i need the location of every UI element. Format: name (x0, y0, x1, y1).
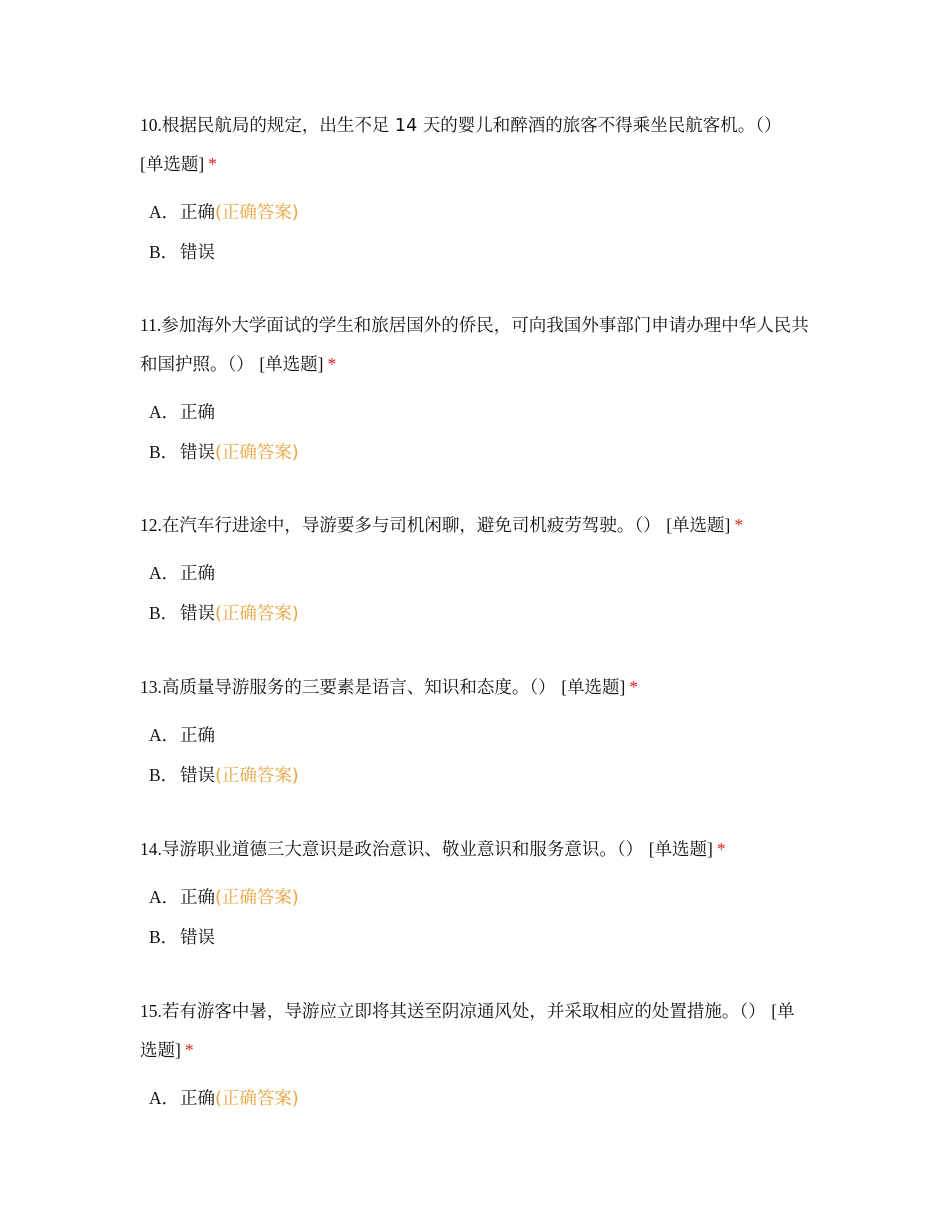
option-label: 正确 (180, 203, 215, 223)
question-number: 11. (140, 315, 162, 335)
option-a[interactable] (140, 392, 810, 432)
question-text: 导游职业道德三大意识是政治意识、敬业意识和服务意识。 (161, 840, 617, 860)
options-list (140, 877, 820, 957)
required-mark: * (734, 515, 744, 535)
correct-answer-tag: (正确答案) (215, 203, 299, 223)
option-label: 错误 (180, 766, 215, 786)
option-label: 正确 (180, 564, 215, 584)
correct-answer-tag: (正确答案) (215, 443, 299, 463)
question-number: 10. (140, 115, 162, 135)
question-type: [单选题] (259, 354, 324, 374)
options-list (140, 192, 800, 272)
option-label: 正确 (180, 726, 215, 746)
option-letter: A． (149, 1088, 180, 1108)
question-number: 15. (140, 1001, 162, 1021)
required-mark: * (629, 677, 639, 697)
option-letter: A． (149, 563, 180, 583)
options-list (140, 1078, 800, 1118)
question-number: 12. (140, 515, 162, 535)
option-label: 错误 (180, 443, 215, 463)
question-15 (140, 992, 800, 1118)
question-paren: （） (739, 1002, 766, 1022)
question-paren: （） (634, 516, 661, 536)
question-type: [单选题] (666, 515, 731, 535)
correct-answer-tag: (正确答案) (215, 1089, 299, 1109)
option-letter: A． (149, 887, 180, 907)
options-list (140, 392, 810, 472)
question-paren: （） (755, 116, 782, 136)
question-type: [单选题] (140, 1001, 795, 1060)
question-12 (140, 506, 820, 633)
option-letter: B． (149, 765, 179, 785)
question-type: [单选题] (140, 154, 205, 174)
required-mark: * (716, 839, 726, 859)
question-paren: （） (616, 840, 644, 860)
option-a[interactable] (140, 192, 800, 232)
question-text: 参加海外大学面试的学生和旅居国外的侨民，可向我国外事部门申请办理中华人民共和国护照。 (140, 316, 809, 375)
option-a[interactable] (140, 715, 820, 755)
option-b[interactable] (140, 232, 800, 272)
correct-answer-tag: (正确答案) (215, 604, 299, 624)
question-number: 14. (140, 839, 162, 859)
option-label: 错误 (180, 604, 215, 624)
option-letter: A． (149, 402, 180, 422)
question-11 (140, 306, 810, 472)
option-b[interactable] (140, 755, 820, 795)
option-label: 正确 (180, 403, 215, 423)
correct-answer-tag: (正确答案) (215, 766, 299, 786)
question-type: [单选题] (561, 677, 626, 697)
required-mark: * (327, 354, 337, 374)
option-label: 正确 (180, 888, 215, 908)
option-a[interactable] (140, 1078, 800, 1118)
question-text: 根据民航局的规定，出生不足 14 天的婴儿和醉酒的旅客不得乘坐民航客机。 (161, 116, 756, 136)
question-10 (140, 106, 800, 272)
option-b[interactable] (140, 593, 820, 633)
question-paren: （） (529, 678, 556, 698)
question-stem (140, 830, 820, 869)
option-a[interactable] (140, 553, 820, 593)
option-letter: B． (149, 242, 179, 262)
options-list (140, 715, 820, 795)
option-letter: B． (149, 603, 179, 623)
question-stem (140, 106, 800, 184)
options-list (140, 553, 820, 633)
correct-answer-tag: (正确答案) (215, 888, 299, 908)
question-14 (140, 830, 820, 957)
option-a[interactable] (140, 877, 820, 917)
question-13 (140, 668, 820, 795)
question-text: 若有游客中暑，导游应立即将其送至阴凉通风处，并采取相应的处置措施。 (161, 1002, 740, 1022)
option-label: 错误 (180, 243, 215, 263)
option-letter: B． (149, 442, 179, 462)
question-stem (140, 992, 800, 1070)
question-paren: （） (227, 355, 254, 375)
option-b[interactable] (140, 432, 810, 472)
option-label: 错误 (180, 928, 215, 948)
question-text: 高质量导游服务的三要素是语言、知识和态度。 (161, 678, 530, 698)
question-text: 在汽车行进途中，导游要多与司机闲聊，避免司机疲劳驾驶。 (161, 516, 635, 536)
question-stem (140, 668, 820, 707)
option-letter: A． (149, 202, 180, 222)
option-label: 正确 (180, 1089, 215, 1109)
required-mark: * (208, 154, 217, 174)
question-stem (140, 506, 820, 545)
question-stem (140, 306, 810, 384)
option-letter: A． (149, 725, 180, 745)
question-type: [单选题] (648, 839, 713, 859)
option-b[interactable] (140, 917, 820, 957)
required-mark: * (184, 1040, 194, 1060)
option-letter: B． (149, 927, 179, 947)
question-number: 13. (140, 677, 162, 697)
